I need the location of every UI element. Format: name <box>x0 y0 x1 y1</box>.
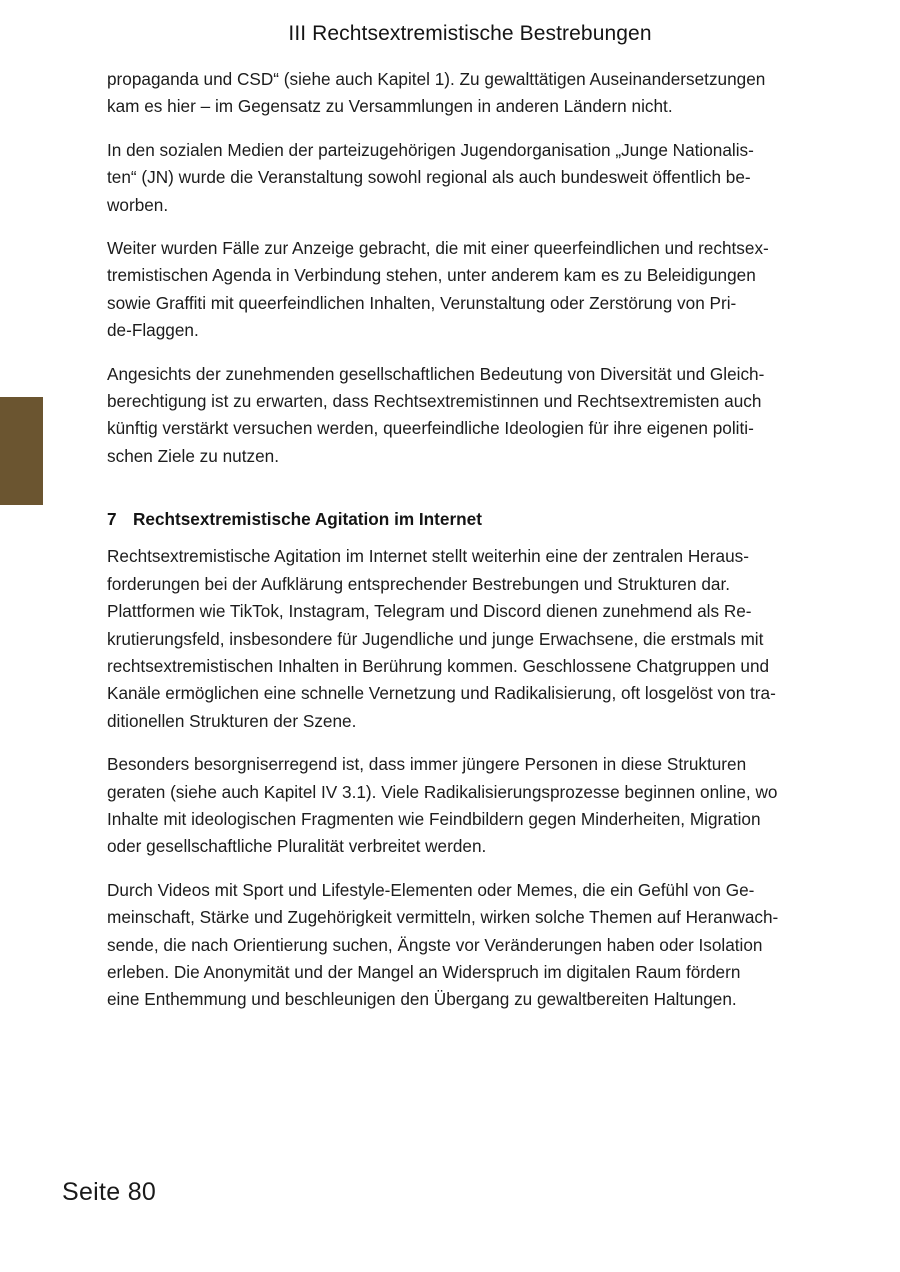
section-number: 7 <box>107 509 117 530</box>
page-body <box>107 66 833 1030</box>
section-heading <box>107 506 833 533</box>
page-number: Seite 80 <box>62 1178 157 1206</box>
paragraph: Angesichts der zunehmenden gesellschaftlichen Bedeutung von Diversität und Gleich- berechtigung ist zu erwarten, dass Rechtsextremistinnen und Rechtsextremisten auch künftig verstärkt versuchen werden, queerfeindliche Ideologien für ihre eigenen politi- schen Ziele zu nutzen. <box>107 363 765 466</box>
paragraph: Durch Videos mit Sport und Lifestyle-Elementen oder Memes, die ein Gefühl von Ge- meinschaft, Stärke und Zugehörigkeit vermitteln, wirken solche Themen auf Heranwach- sende, die nach Orientierung suchen, Ängste vor Veränderungen haben oder Isolation erleben. Die Anonymität und der Mangel an Widerspruch im digitalen Raum fördern eine Enthemmung und beschleunigen den Übergang zu gewaltbereiten Haltungen. <box>107 879 779 1010</box>
paragraph: In den sozialen Medien der parteizugehörigen Jugendorganisation „Junge Nationalis- ten“ (JN) wurde die Veranstaltung sowohl regional als auch bundesweit öffentlich be- worben. <box>107 139 754 215</box>
paragraph: Besonders besorgniserregend ist, dass immer jüngere Personen in diese Strukturen geraten (siehe auch Kapitel IV 3.1). Viele Radikalisierungsprozesse beginnen online, wo Inhalte mit ideologischen Fragmenten wie Feindbildern gegen Minderheiten, Migration oder gesellschaftliche Pluralität verbreitet werden. <box>107 754 778 857</box>
running-header: III Rechtsextremistische Bestrebungen <box>288 22 652 45</box>
chapter-side-tab <box>0 397 43 505</box>
section-title: Rechtsextremistische Agitation im Internet <box>133 509 482 530</box>
paragraph: Weiter wurden Fälle zur Anzeige gebracht, die mit einer queerfeindlichen und rechtsex- tremistischen Agenda in Verbindung stehen, unter anderem kam es zu Beleidigungen sowie Graffiti mit queerfeindlichen Inhalten, Verunstaltung oder Zerstörung von Pri- de-Flaggen. <box>107 238 769 341</box>
paragraph: Rechtsextremistische Agitation im Internet stellt weiterhin eine der zentralen Heraus- forderungen bei der Aufklärung entsprechender Bestrebungen und Strukturen dar. Plattformen wie TikTok, Instagram, Telegram und Discord dienen zunehmend als Re- krutierungsfeld, insbesondere für Jugendliche und junge Erwachsene, die erstmals mit rechtsextremistischen Inhalten in Berührung kommen. Geschlossene Chatgruppen und Kanäle ermöglichen eine schnelle Vernetzung und Radikalisierung, oft losgelöst von tra- ditionellen Strukturen der Szene. <box>107 546 776 731</box>
paragraph: propaganda und CSD“ (siehe auch Kapitel 1). Zu gewalttätigen Auseinandersetzungen kam es hier – im Gegensatz zu Versammlungen in anderen Ländern nicht. <box>107 69 766 117</box>
